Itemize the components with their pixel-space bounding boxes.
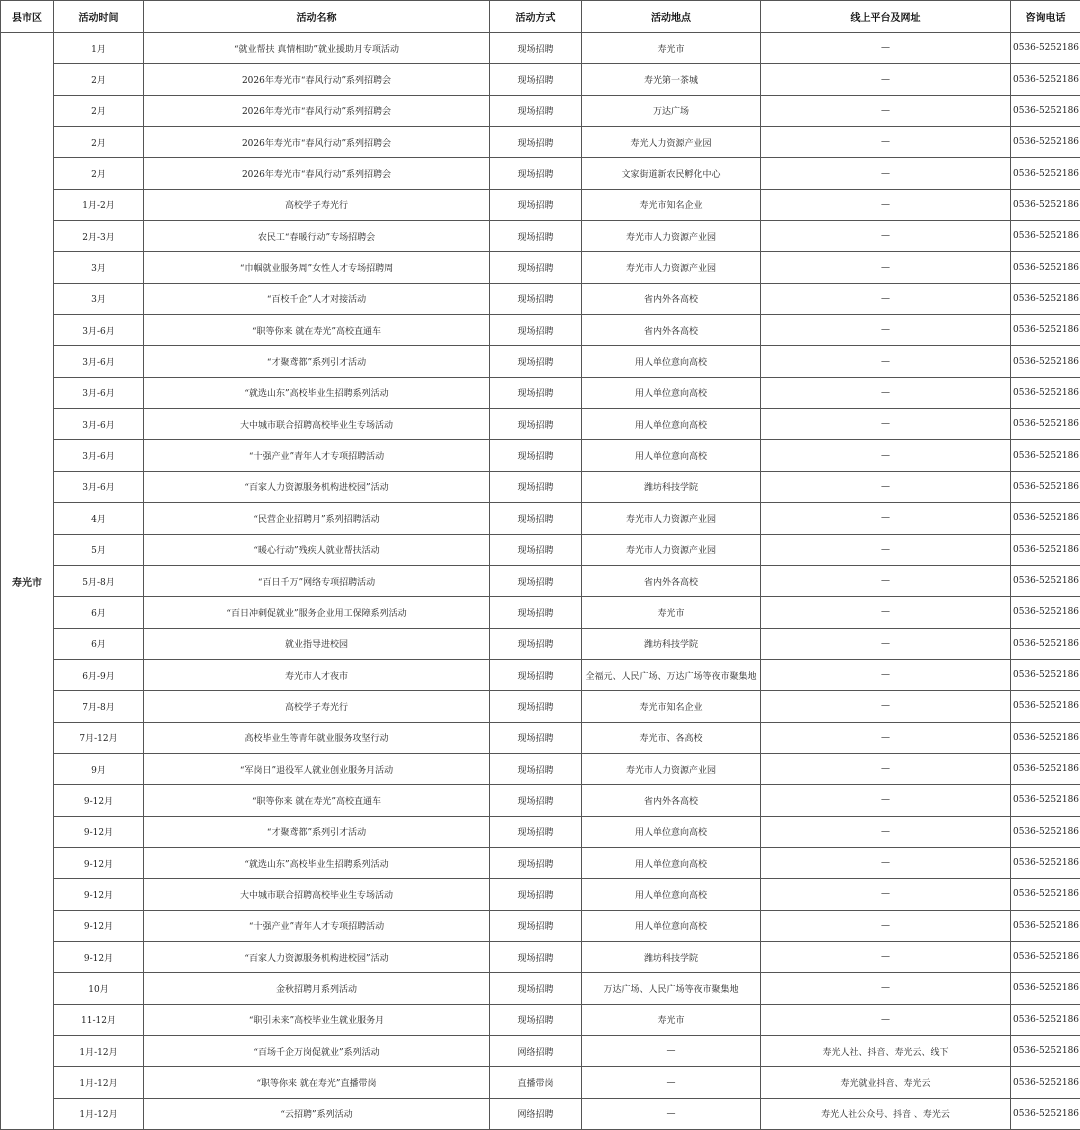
- cell-place: 潍坊科技学院: [582, 628, 761, 659]
- table-row: [1, 503, 1080, 534]
- cell-online: —: [761, 785, 1011, 816]
- cell-time: 1月-12月: [54, 1067, 144, 1098]
- cell-phone: 0536-5252186: [1011, 346, 1080, 377]
- table-row: [1, 722, 1080, 753]
- cell-mode: 现场招聘: [490, 127, 582, 158]
- cell-online: —: [761, 753, 1011, 784]
- header-time: 活动时间: [54, 1, 144, 33]
- cell-online: 寿光人社、抖音、寿光云、线下: [761, 1036, 1011, 1067]
- cell-place: 用人单位意向高校: [582, 910, 761, 941]
- cell-name: 寿光市人才夜市: [144, 659, 490, 690]
- cell-time: 6月-9月: [54, 659, 144, 690]
- cell-place: 寿光市人力资源产业园: [582, 221, 761, 252]
- cell-phone: 0536-5252186: [1011, 973, 1080, 1004]
- table-row: [1, 785, 1080, 816]
- cell-mode: 现场招聘: [490, 534, 582, 565]
- cell-mode: 现场招聘: [490, 879, 582, 910]
- cell-mode: 现场招聘: [490, 597, 582, 628]
- cell-name: “军岗日”退役军人就业创业服务月活动: [144, 753, 490, 784]
- cell-place: 用人单位意向高校: [582, 440, 761, 471]
- cell-online: —: [761, 597, 1011, 628]
- cell-online: —: [761, 471, 1011, 502]
- cell-name: “百校千企”人才对接活动: [144, 283, 490, 314]
- cell-mode: 现场招聘: [490, 252, 582, 283]
- table-row: [1, 1036, 1080, 1067]
- cell-online: 寿光人社公众号、抖音 、寿光云: [761, 1098, 1011, 1129]
- cell-phone: 0536-5252186: [1011, 534, 1080, 565]
- cell-time: 3月-6月: [54, 409, 144, 440]
- cell-phone: 0536-5252186: [1011, 753, 1080, 784]
- cell-time: 1月: [54, 33, 144, 64]
- cell-phone: 0536-5252186: [1011, 565, 1080, 596]
- cell-time: 11-12月: [54, 1004, 144, 1035]
- cell-phone: 0536-5252186: [1011, 252, 1080, 283]
- cell-online: —: [761, 534, 1011, 565]
- county-cell: 寿光市: [1, 33, 54, 1130]
- table-row: [1, 346, 1080, 377]
- table-row: [1, 221, 1080, 252]
- cell-name: 高校毕业生等青年就业服务攻坚行动: [144, 722, 490, 753]
- cell-time: 4月: [54, 503, 144, 534]
- cell-online: —: [761, 941, 1011, 972]
- cell-mode: 网络招聘: [490, 1036, 582, 1067]
- cell-time: 9月: [54, 753, 144, 784]
- cell-phone: 0536-5252186: [1011, 879, 1080, 910]
- cell-name: 高校学子寿光行: [144, 189, 490, 220]
- cell-phone: 0536-5252186: [1011, 189, 1080, 220]
- cell-time: 3月-6月: [54, 377, 144, 408]
- cell-online: —: [761, 158, 1011, 189]
- cell-online: —: [761, 33, 1011, 64]
- cell-online: —: [761, 722, 1011, 753]
- cell-mode: 现场招聘: [490, 440, 582, 471]
- cell-name: “职等你来 就在寿光”高校直通车: [144, 785, 490, 816]
- cell-phone: 0536-5252186: [1011, 1067, 1080, 1098]
- cell-time: 9-12月: [54, 785, 144, 816]
- table-row: [1, 33, 1080, 64]
- table-row: [1, 1004, 1080, 1035]
- cell-online: —: [761, 628, 1011, 659]
- cell-mode: 现场招聘: [490, 691, 582, 722]
- cell-online: —: [761, 691, 1011, 722]
- cell-name: “就业帮扶 真情相助”就业援助月专项活动: [144, 33, 490, 64]
- cell-place: 寿光市: [582, 597, 761, 628]
- cell-phone: 0536-5252186: [1011, 64, 1080, 95]
- cell-mode: 现场招聘: [490, 189, 582, 220]
- cell-time: 9-12月: [54, 910, 144, 941]
- table-row: [1, 283, 1080, 314]
- table-row: [1, 847, 1080, 878]
- cell-mode: 现场招聘: [490, 283, 582, 314]
- cell-time: 1月-12月: [54, 1036, 144, 1067]
- cell-time: 2月: [54, 158, 144, 189]
- cell-place: 文家街道新农民孵化中心: [582, 158, 761, 189]
- cell-place: 寿光市: [582, 1004, 761, 1035]
- table-row: [1, 659, 1080, 690]
- cell-name: “就选山东”高校毕业生招聘系列活动: [144, 847, 490, 878]
- header-online: 线上平台及网址: [761, 1, 1011, 33]
- cell-online: 寿光就业抖音、寿光云: [761, 1067, 1011, 1098]
- cell-time: 5月-8月: [54, 565, 144, 596]
- cell-phone: 0536-5252186: [1011, 377, 1080, 408]
- cell-mode: 现场招聘: [490, 409, 582, 440]
- cell-name: 大中城市联合招聘高校毕业生专场活动: [144, 409, 490, 440]
- cell-time: 6月: [54, 628, 144, 659]
- cell-name: 2026年寿光市“春风行动”系列招聘会: [144, 127, 490, 158]
- cell-time: 3月-6月: [54, 471, 144, 502]
- cell-place: 用人单位意向高校: [582, 847, 761, 878]
- cell-time: 1月-12月: [54, 1098, 144, 1129]
- cell-online: —: [761, 565, 1011, 596]
- cell-place: 用人单位意向高校: [582, 816, 761, 847]
- cell-online: —: [761, 816, 1011, 847]
- table-row: [1, 753, 1080, 784]
- cell-place: 用人单位意向高校: [582, 346, 761, 377]
- cell-name: “职等你来 就在寿光”直播带岗: [144, 1067, 490, 1098]
- cell-name: “就选山东”高校毕业生招聘系列活动: [144, 377, 490, 408]
- table-row: [1, 910, 1080, 941]
- cell-name: “百家人力资源服务机构进校园”活动: [144, 941, 490, 972]
- cell-mode: 现场招聘: [490, 33, 582, 64]
- cell-time: 3月: [54, 283, 144, 314]
- cell-name: “暖心行动”残疾人就业帮扶活动: [144, 534, 490, 565]
- cell-online: —: [761, 315, 1011, 346]
- cell-phone: 0536-5252186: [1011, 409, 1080, 440]
- cell-place: 寿光市人力资源产业园: [582, 252, 761, 283]
- header-name: 活动名称: [144, 1, 490, 33]
- cell-place: 用人单位意向高校: [582, 879, 761, 910]
- cell-mode: 现场招聘: [490, 95, 582, 126]
- cell-online: —: [761, 409, 1011, 440]
- cell-time: 1月-2月: [54, 189, 144, 220]
- cell-mode: 现场招聘: [490, 221, 582, 252]
- header-row: [1, 1, 1080, 33]
- cell-time: 7月-12月: [54, 722, 144, 753]
- table-row: [1, 409, 1080, 440]
- cell-online: —: [761, 377, 1011, 408]
- cell-time: 5月: [54, 534, 144, 565]
- table-row: [1, 440, 1080, 471]
- cell-online: —: [761, 346, 1011, 377]
- table-row: [1, 64, 1080, 95]
- cell-name: “百场千企万岗促就业”系列活动: [144, 1036, 490, 1067]
- cell-phone: 0536-5252186: [1011, 1004, 1080, 1035]
- cell-name: 大中城市联合招聘高校毕业生专场活动: [144, 879, 490, 910]
- cell-time: 2月-3月: [54, 221, 144, 252]
- cell-place: —: [582, 1067, 761, 1098]
- cell-name: 2026年寿光市“春风行动”系列招聘会: [144, 64, 490, 95]
- cell-online: —: [761, 503, 1011, 534]
- cell-mode: 现场招聘: [490, 315, 582, 346]
- cell-phone: 0536-5252186: [1011, 659, 1080, 690]
- cell-place: 全福元、人民广场、万达广场等夜市聚集地: [582, 659, 761, 690]
- cell-phone: 0536-5252186: [1011, 33, 1080, 64]
- table-row: [1, 1067, 1080, 1098]
- cell-phone: 0536-5252186: [1011, 722, 1080, 753]
- cell-mode: 现场招聘: [490, 377, 582, 408]
- table-row: [1, 189, 1080, 220]
- cell-mode: 现场招聘: [490, 659, 582, 690]
- cell-online: —: [761, 252, 1011, 283]
- cell-online: —: [761, 1004, 1011, 1035]
- cell-place: 寿光市人力资源产业园: [582, 534, 761, 565]
- cell-phone: 0536-5252186: [1011, 315, 1080, 346]
- cell-mode: 现场招聘: [490, 753, 582, 784]
- cell-online: —: [761, 221, 1011, 252]
- cell-online: —: [761, 283, 1011, 314]
- cell-time: 3月-6月: [54, 315, 144, 346]
- cell-time: 6月: [54, 597, 144, 628]
- cell-phone: 0536-5252186: [1011, 503, 1080, 534]
- table-row: [1, 534, 1080, 565]
- cell-time: 3月-6月: [54, 440, 144, 471]
- cell-mode: 现场招聘: [490, 346, 582, 377]
- cell-mode: 现场招聘: [490, 973, 582, 1004]
- cell-phone: 0536-5252186: [1011, 597, 1080, 628]
- cell-place: 寿光市知名企业: [582, 189, 761, 220]
- cell-online: —: [761, 847, 1011, 878]
- cell-online: —: [761, 973, 1011, 1004]
- cell-time: 7月-8月: [54, 691, 144, 722]
- cell-name: “巾帼就业服务周”女性人才专场招聘周: [144, 252, 490, 283]
- table-row: [1, 315, 1080, 346]
- cell-time: 10月: [54, 973, 144, 1004]
- cell-name: “百日冲刺促就业”服务企业用工保障系列活动: [144, 597, 490, 628]
- cell-phone: 0536-5252186: [1011, 158, 1080, 189]
- cell-place: 寿光第一茶城: [582, 64, 761, 95]
- cell-place: —: [582, 1098, 761, 1129]
- cell-place: 用人单位意向高校: [582, 409, 761, 440]
- table-row: [1, 973, 1080, 1004]
- cell-place: 寿光市: [582, 33, 761, 64]
- cell-place: 省内外各高校: [582, 785, 761, 816]
- table-row: [1, 1098, 1080, 1129]
- cell-mode: 现场招聘: [490, 1004, 582, 1035]
- cell-name: 就业指导进校园: [144, 628, 490, 659]
- cell-name: “百家人力资源服务机构进校园”活动: [144, 471, 490, 502]
- cell-place: 万达广场、人民广场等夜市聚集地: [582, 973, 761, 1004]
- cell-place: 潍坊科技学院: [582, 941, 761, 972]
- cell-time: 9-12月: [54, 847, 144, 878]
- cell-place: 省内外各高校: [582, 283, 761, 314]
- cell-online: —: [761, 910, 1011, 941]
- cell-mode: 现场招聘: [490, 847, 582, 878]
- cell-mode: 现场招聘: [490, 471, 582, 502]
- header-place: 活动地点: [582, 1, 761, 33]
- cell-time: 3月-6月: [54, 346, 144, 377]
- cell-phone: 0536-5252186: [1011, 785, 1080, 816]
- cell-name: “职引未来”高校毕业生就业服务月: [144, 1004, 490, 1035]
- cell-name: “职等你来 就在寿光”高校直通车: [144, 315, 490, 346]
- table-row: [1, 597, 1080, 628]
- header-phone: 咨询电话: [1011, 1, 1080, 33]
- table-body: [1, 33, 1080, 1130]
- cell-time: 2月: [54, 95, 144, 126]
- cell-place: 潍坊科技学院: [582, 471, 761, 502]
- table-row: [1, 127, 1080, 158]
- header-mode: 活动方式: [490, 1, 582, 33]
- cell-phone: 0536-5252186: [1011, 1098, 1080, 1129]
- cell-time: 3月: [54, 252, 144, 283]
- table-row: [1, 941, 1080, 972]
- cell-mode: 现场招聘: [490, 503, 582, 534]
- cell-name: 高校学子寿光行: [144, 691, 490, 722]
- cell-name: 2026年寿光市“春风行动”系列招聘会: [144, 158, 490, 189]
- cell-phone: 0536-5252186: [1011, 221, 1080, 252]
- cell-online: —: [761, 64, 1011, 95]
- cell-place: 用人单位意向高校: [582, 377, 761, 408]
- cell-name: “才聚鸢都”系列引才活动: [144, 346, 490, 377]
- cell-place: 寿光市人力资源产业园: [582, 503, 761, 534]
- cell-phone: 0536-5252186: [1011, 127, 1080, 158]
- cell-phone: 0536-5252186: [1011, 283, 1080, 314]
- cell-phone: 0536-5252186: [1011, 847, 1080, 878]
- cell-mode: 现场招聘: [490, 910, 582, 941]
- cell-place: 省内外各高校: [582, 315, 761, 346]
- cell-mode: 现场招聘: [490, 64, 582, 95]
- cell-mode: 现场招聘: [490, 565, 582, 596]
- cell-name: “十强产业”青年人才专项招聘活动: [144, 910, 490, 941]
- table-row: [1, 879, 1080, 910]
- cell-online: —: [761, 127, 1011, 158]
- cell-online: —: [761, 189, 1011, 220]
- cell-phone: 0536-5252186: [1011, 440, 1080, 471]
- cell-mode: 网络招聘: [490, 1098, 582, 1129]
- cell-mode: 现场招聘: [490, 628, 582, 659]
- cell-phone: 0536-5252186: [1011, 910, 1080, 941]
- cell-mode: 现场招聘: [490, 941, 582, 972]
- cell-time: 9-12月: [54, 879, 144, 910]
- cell-mode: 现场招聘: [490, 158, 582, 189]
- cell-mode: 现场招聘: [490, 816, 582, 847]
- table-row: [1, 691, 1080, 722]
- header-county: 县市区: [1, 1, 54, 33]
- cell-mode: 直播带岗: [490, 1067, 582, 1098]
- cell-name: 农民工“春暖行动”专场招聘会: [144, 221, 490, 252]
- cell-place: 寿光市、各高校: [582, 722, 761, 753]
- table-row: [1, 377, 1080, 408]
- cell-place: 省内外各高校: [582, 565, 761, 596]
- cell-time: 9-12月: [54, 941, 144, 972]
- table-row: [1, 95, 1080, 126]
- cell-online: —: [761, 95, 1011, 126]
- cell-time: 2月: [54, 127, 144, 158]
- cell-place: —: [582, 1036, 761, 1067]
- cell-phone: 0536-5252186: [1011, 691, 1080, 722]
- table-row: [1, 816, 1080, 847]
- cell-name: “云招聘”系列活动: [144, 1098, 490, 1129]
- cell-name: “才聚鸢都”系列引才活动: [144, 816, 490, 847]
- cell-time: 9-12月: [54, 816, 144, 847]
- cell-phone: 0536-5252186: [1011, 471, 1080, 502]
- table-row: [1, 471, 1080, 502]
- cell-phone: 0536-5252186: [1011, 628, 1080, 659]
- cell-mode: 现场招聘: [490, 785, 582, 816]
- table-row: [1, 252, 1080, 283]
- cell-place: 寿光市知名企业: [582, 691, 761, 722]
- cell-name: “十强产业”青年人才专项招聘活动: [144, 440, 490, 471]
- cell-online: —: [761, 659, 1011, 690]
- cell-phone: 0536-5252186: [1011, 816, 1080, 847]
- cell-time: 2月: [54, 64, 144, 95]
- table-row: [1, 565, 1080, 596]
- cell-name: “民营企业招聘月”系列招聘活动: [144, 503, 490, 534]
- cell-place: 寿光市人力资源产业园: [582, 753, 761, 784]
- cell-place: 寿光人力资源产业园: [582, 127, 761, 158]
- cell-mode: 现场招聘: [490, 722, 582, 753]
- cell-online: —: [761, 879, 1011, 910]
- cell-name: “百日千万”网络专项招聘活动: [144, 565, 490, 596]
- cell-phone: 0536-5252186: [1011, 95, 1080, 126]
- table-row: [1, 628, 1080, 659]
- cell-name: 金秋招聘月系列活动: [144, 973, 490, 1004]
- cell-place: 万达广场: [582, 95, 761, 126]
- cell-phone: 0536-5252186: [1011, 1036, 1080, 1067]
- table-row: [1, 158, 1080, 189]
- cell-online: —: [761, 440, 1011, 471]
- cell-phone: 0536-5252186: [1011, 941, 1080, 972]
- cell-name: 2026年寿光市“春风行动”系列招聘会: [144, 95, 490, 126]
